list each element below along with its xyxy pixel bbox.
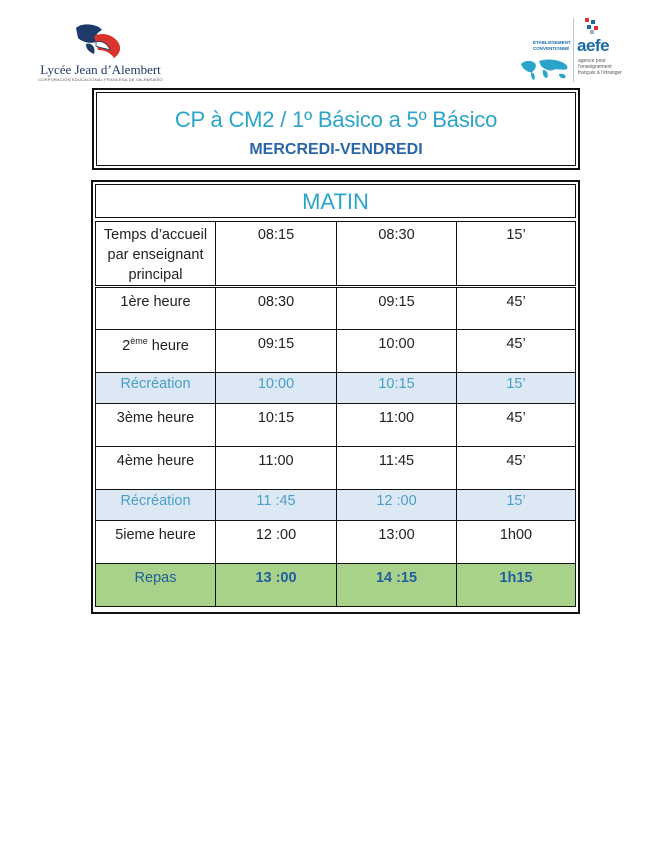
table-row <box>96 330 576 373</box>
end-time: 13:00 <box>337 521 457 564</box>
school-emblem-icon <box>68 22 130 62</box>
duration: 45’ <box>457 447 576 490</box>
start-time: 11:00 <box>216 447 337 490</box>
duration: 15’ <box>457 222 576 287</box>
row-label: 5ieme heure <box>96 521 216 564</box>
end-time: 12 :00 <box>337 490 457 521</box>
table-row-repas <box>96 564 576 607</box>
start-time: 08:30 <box>216 287 337 330</box>
duration: 45’ <box>457 404 576 447</box>
end-time: 11:00 <box>337 404 457 447</box>
title-inner <box>96 92 576 166</box>
row-label: Récréation <box>96 490 216 521</box>
duration: 1h00 <box>457 521 576 564</box>
end-time: 08:30 <box>337 222 457 287</box>
row-label: Récréation <box>96 373 216 404</box>
duration: 1h15 <box>457 564 576 607</box>
partner-subtitle: agence pour l’enseignement français à l’étranger <box>578 58 622 76</box>
start-time: 12 :00 <box>216 521 337 564</box>
start-time: 10:00 <box>216 373 337 404</box>
row-label: 1ère heure <box>96 287 216 330</box>
row-label: Repas <box>96 564 216 607</box>
end-time: 10:00 <box>337 330 457 373</box>
duration: 45’ <box>457 287 576 330</box>
partner-label: ÉTABLISSEMENT CONVENTIONNÉ <box>533 40 571 51</box>
days-subtitle: MERCREDI-VENDREDI <box>249 141 423 158</box>
schedule-table <box>91 180 580 614</box>
world-map-icon <box>519 56 571 82</box>
schedule-grid <box>95 221 576 607</box>
row-label: 3ème heure <box>96 404 216 447</box>
row-label-prefix: 2 <box>122 337 131 354</box>
row-label: Temps d’accueil par enseignant principal <box>96 222 216 287</box>
end-time: 11:45 <box>337 447 457 490</box>
duration: 45’ <box>457 330 576 373</box>
end-time: 09:15 <box>337 287 457 330</box>
duration: 15’ <box>457 373 576 404</box>
row-label: 4ème heure <box>96 447 216 490</box>
section-heading: MATIN <box>95 184 576 218</box>
start-time: 09:15 <box>216 330 337 373</box>
table-row <box>96 447 576 490</box>
school-subtitle: CORPORACIÓN EDUCACIONAL FRANCESA DE VALPARAÍSO <box>38 77 163 82</box>
logo-divider <box>573 18 574 82</box>
table-row-recreation <box>96 490 576 521</box>
row-label <box>96 330 216 373</box>
start-time: 10:15 <box>216 404 337 447</box>
table-row-recreation <box>96 373 576 404</box>
title-box <box>92 88 580 170</box>
partner-name: aefe <box>577 36 610 55</box>
table-row <box>96 287 576 330</box>
aefe-logo <box>513 14 623 86</box>
row-label-suffix: heure <box>147 337 189 354</box>
duration: 15’ <box>457 490 576 521</box>
school-logo <box>38 22 163 84</box>
table-row <box>96 222 576 287</box>
table-row <box>96 521 576 564</box>
start-time: 13 :00 <box>216 564 337 607</box>
page-title: CP à CM2 / 1º Básico a 5º Básico <box>174 107 498 132</box>
table-row <box>96 404 576 447</box>
end-time: 10:15 <box>337 373 457 404</box>
school-name: Lycée Jean d’Alembert <box>40 62 161 77</box>
end-time: 14 :15 <box>337 564 457 607</box>
start-time: 11 :45 <box>216 490 337 521</box>
start-time: 08:15 <box>216 222 337 287</box>
aefe-cube-icon <box>583 16 603 36</box>
row-label-sup: ème <box>130 336 148 346</box>
